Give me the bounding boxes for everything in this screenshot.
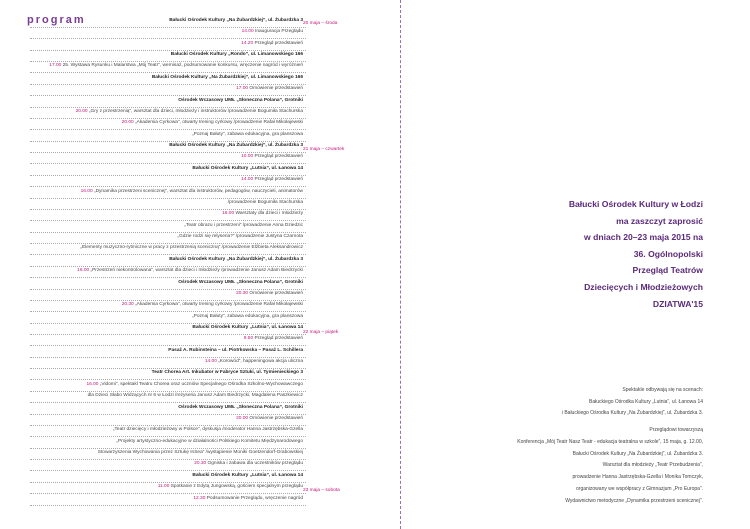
events-line: Przeglądowi towarzyszą — [649, 427, 703, 433]
program-entry — [76, 109, 303, 114]
entry-time: 17.00 — [49, 63, 63, 69]
events-line: Konferencja „Mój Teatr Nasz Teatr - edukacja teatralna w szkole”, 15 maja, g. 12.00, — [517, 438, 703, 445]
entry-text: /prowadzenie Bogumiła Stachurska — [227, 199, 303, 205]
entry-text: Ośrodek Wczasowy UMŁ „Słoneczna Polana”, Grotniki — [178, 404, 303, 410]
entry-text: Omówienie przedstawień — [249, 86, 303, 92]
date-label: 22 maja – piątek — [303, 330, 339, 335]
entry-text: Omówienie przedstawień — [249, 290, 303, 296]
entry-text: Ogniska i zabawa dla uczestników przeglądu — [207, 461, 303, 467]
entry-separator — [30, 72, 306, 73]
entry-text: Bałucki Ośrodek Kultury „Na Żubardzkiej”, ul. Limanowskiego 166 — [151, 74, 303, 80]
venue-heading — [171, 52, 303, 57]
program-entry — [241, 41, 303, 46]
entry-separator — [30, 334, 306, 335]
venue-heading — [192, 325, 303, 330]
entry-separator — [30, 220, 306, 221]
entry-separator — [30, 357, 306, 358]
entry-separator — [30, 425, 306, 426]
entry-time: 11.00 — [157, 484, 171, 490]
invitation-line: Dziecięcych i Młodzieżowych — [584, 281, 703, 292]
program-entry — [193, 496, 303, 501]
entry-time: 16.00 — [86, 381, 100, 387]
entry-time: 20.00 — [75, 108, 89, 114]
entry-text: Bałucki Ośrodek Kultury „Rondo”, ul. Limanowskiego 166 — [170, 52, 303, 58]
program-entry — [88, 393, 303, 398]
entry-text: „Projekty artystyczno-edukacyjne w działalności Polskiego Komitetu Międzynarodowego — [116, 438, 303, 444]
entry-separator — [30, 129, 306, 130]
program-entry — [242, 29, 303, 34]
entry-time: 14.00 — [204, 359, 219, 365]
entry-text: Przegląd przedstawień — [254, 40, 303, 46]
entry-text: „Gdzie rodzi się relyseria?” /prowadzenie Justyna Czarnota — [177, 234, 303, 240]
invitation-line: w dniach 20–23 maja 2015 na — [584, 232, 703, 243]
program-entry — [98, 450, 303, 455]
program-entry — [116, 439, 303, 444]
entry-separator — [30, 470, 306, 471]
invitation-line: Bałucki Ośrodek Kultury w Łodzi — [568, 199, 703, 209]
events-info — [517, 425, 703, 508]
events-line: prowadzenie Hanna Jastrzębska-Gzella i Monika Tomczyk, — [572, 474, 703, 481]
entry-text: Ośrodek Wczasowy UMŁ „Słoneczna Polana”, Grotniki — [178, 279, 303, 285]
entry-separator — [30, 289, 306, 290]
entry-text: Bałucki Ośrodek Kultury „Na Żubardzkiej”, ul. Żubardzka 3 — [169, 18, 303, 23]
entry-time: 16.00 — [222, 211, 236, 217]
program-entry — [80, 245, 303, 250]
entry-separator — [30, 311, 306, 312]
venue-heading — [152, 370, 303, 375]
entry-separator — [30, 414, 306, 415]
entry-separator — [30, 391, 306, 392]
entry-time: 14.20 — [241, 40, 255, 46]
entry-separator — [30, 254, 306, 255]
entry-separator — [30, 61, 306, 62]
events-line: Bałucki Ośrodek Kultury „Na Żubardzkiej”, ul. Żubardzka 3. — [572, 450, 703, 457]
entry-text: „Teatr dziecięcy i młodzieżowy w Polsce”, dyskusja /moderator Hanna Jastrzębska-Gzella — [112, 427, 303, 433]
entry-separator — [30, 402, 306, 403]
entry-time: 20.00 — [121, 120, 136, 126]
entry-text: „Akademia Cyrkowa”, otwarty trening cyrkowy /prowadzenie Rafał Mikołajewski — [135, 120, 303, 126]
invitation-line: DZIATWA'15 — [652, 298, 703, 309]
program-entry — [194, 461, 303, 466]
venue-heading — [169, 257, 303, 262]
invitation-panel — [375, 0, 750, 529]
entry-separator — [30, 141, 306, 142]
entry-separator — [30, 50, 306, 51]
entry-separator — [30, 118, 306, 119]
program-entry — [77, 268, 303, 273]
date-label: 20 maja – środa — [303, 21, 338, 26]
entry-text: „Elementy muzyczno-rytmiczne w pracy z przestrzenią sceniczną” /prowadzenie Elżbieta Aleksandrowicz — [80, 245, 303, 251]
program-entry — [122, 302, 303, 307]
entry-separator — [30, 175, 306, 176]
venues-line: Bałuckiego Ośrodka Kultury „Lutnia”, ul. Łanowa 14 — [589, 398, 703, 405]
program-entry — [113, 427, 303, 432]
entry-text: Omówienie przedstawień — [249, 415, 303, 421]
entry-time: 20.30 — [194, 461, 208, 467]
program-entry — [192, 314, 303, 319]
entry-separator — [30, 38, 306, 39]
invitation-line: ma zaszczyt zaprosić — [616, 215, 703, 226]
entry-separator — [30, 243, 306, 244]
venue-heading — [168, 348, 303, 353]
entry-text: „Poznaj Bałuty”, zabawa edukacyjna, gra planszowa — [192, 313, 303, 319]
venue-heading — [178, 280, 303, 285]
entry-separator — [30, 300, 306, 301]
entry-separator — [30, 209, 306, 210]
entry-separator — [30, 448, 306, 449]
program-entry — [184, 223, 303, 228]
entry-separator — [30, 379, 306, 380]
entry-text: „Teatr obrazu i przestrzeni” /prowadzenie Anna Dziedzic — [184, 222, 303, 228]
entry-separator — [30, 482, 306, 483]
date-label: 21 maja – czwartek — [303, 147, 345, 152]
entry-text: Bałucki Ośrodek Kultury „Lutnia”, ul. Łanowa 14 — [192, 472, 303, 478]
entry-separator — [30, 198, 306, 199]
entry-separator — [30, 323, 306, 324]
entry-separator — [30, 436, 306, 437]
entry-time: 20.00 — [236, 415, 250, 421]
program-entry — [236, 416, 303, 421]
entry-text: 25. Wystawa Rysunku i Malarstwa „Mój Teatr”, wernisaż, podsumowanie konkursu, wręczenie nagród i wyróżnień — [62, 63, 303, 69]
entry-separator — [30, 186, 306, 187]
entry-separator — [30, 277, 306, 278]
entry-text: Bałucki Ośrodek Kultury „Na Żubardzkiej”, ul. Żubardzka 3 — [169, 143, 303, 149]
entry-separator — [30, 232, 306, 233]
entry-separator — [30, 27, 306, 28]
venue-heading — [152, 75, 303, 80]
entry-separator — [30, 107, 306, 108]
entry-text: Przegląd przedstawień — [254, 177, 303, 183]
venue-heading — [169, 143, 303, 148]
events-line: organizowany we współpracy z Gimnazjum „Pro Europa”. — [576, 485, 703, 492]
venue-heading — [169, 18, 303, 23]
entry-separator — [30, 163, 306, 164]
entry-separator — [30, 84, 306, 85]
entry-time: 17.00 — [236, 86, 250, 92]
date-label: 23 maja – sobota — [303, 488, 340, 493]
entry-text: „Korowód”, happeningowa akcja uliczna — [218, 359, 303, 365]
entry-separator — [30, 505, 306, 506]
program-entry — [244, 336, 303, 341]
entry-time: 20.30 — [121, 302, 136, 308]
entry-separator — [30, 152, 306, 153]
entry-separator — [30, 368, 306, 369]
entry-text: Bałucki Ośrodek Kultury „Na Żubardzkiej”, ul. Żubardzka 3 — [169, 256, 303, 262]
entry-text: „Dynamika przestrzeni scenicznej”, warsztat dla instruktorów, pedagogów, nauczycieli, animatorów — [93, 188, 303, 194]
entry-text: Teatr Chorea Art. Inkubator w Fabryce Sztuki, ul. Tymienieckiego 3 — [151, 370, 303, 376]
program-entry — [122, 120, 303, 125]
venues-info — [562, 385, 703, 420]
entry-separator — [30, 459, 306, 460]
venue-heading — [178, 98, 303, 103]
entry-text: Przegląd przedstawień — [254, 154, 303, 160]
entry-text: dla Dzieci Słabo Widzących nr 6 w Łodzi /reżyseria Janusz Adam Biedrzycki, Magdalena Paszkiewicz — [87, 393, 303, 399]
program-entry — [205, 359, 303, 364]
venues-line: Spektakle odbywają się na scenach: — [622, 387, 703, 393]
program-title: program — [27, 14, 86, 26]
entry-separator — [30, 345, 306, 346]
venues-line: i Bałuckiego Ośrodka Kultury „Na Żubardzkiej”, ul. Żubardzka 3. — [561, 410, 703, 416]
entry-time: 16.00 — [77, 268, 91, 274]
entry-text: Bałucki Ośrodek Kultury „Lutnia”, ul. Łanowa 14 — [192, 165, 303, 171]
entry-text: Ośrodek Wczasowy UMŁ „Słoneczna Polana”, Grotniki — [178, 97, 303, 103]
program-entry — [241, 154, 303, 159]
entry-separator — [30, 95, 306, 96]
entry-time: 20.30 — [236, 290, 250, 296]
events-line: Warsztat dla młodzieży „Teatr Przebudzenia”, — [602, 462, 703, 469]
entry-text: „Przestrzeń niekontrolowana”, warsztat dla dzieci i młodzieży /prowadzenie Janusz Adam Biedrzycki — [90, 268, 303, 274]
entry-text: Przegląd przedstawień — [254, 336, 303, 342]
entry-time: 10.00 — [241, 154, 255, 160]
entry-text: Spotkanie z Edytą Jungowską, gościem specjalnym przeglądu — [170, 484, 303, 490]
entry-time: 14.00 — [241, 177, 255, 183]
program-entry — [241, 177, 303, 182]
program-entry — [177, 234, 303, 239]
entry-time: 14.00 — [241, 29, 255, 35]
program-entry — [192, 132, 303, 137]
entry-separator — [30, 266, 306, 267]
program-entry — [236, 86, 303, 91]
venue-heading — [192, 166, 303, 171]
venue-heading — [192, 473, 303, 478]
program-entry — [86, 382, 303, 387]
entry-text: Pasaż A. Rubinsteina – ul. Piotrkowska – Pasaż L. Schillera — [168, 347, 303, 353]
entry-text: Stowarzyszenia Wychowania przez Sztukę InSea” /wystąpienie Moniki Goetzendorf-Grabowskiej — [97, 450, 303, 456]
program-entry — [49, 63, 303, 68]
entry-time: 9.50 — [243, 336, 255, 342]
invitation-line: 36. Ogólnopolski — [633, 248, 703, 259]
entry-text: Podsumowanie Przeglądu, wręczenie nagród — [206, 495, 303, 501]
program-entry — [158, 484, 303, 489]
entry-text: Warsztaty dla dzieci i młodzieży — [235, 211, 303, 217]
program-entry — [81, 189, 303, 194]
entry-text: Bałucki Ośrodek Kultury „Lutnia”, ul. Łanowa 14 — [192, 324, 303, 330]
entry-time: 12.30 — [193, 495, 207, 501]
entry-text: „Poznaj Bałuty”, zabawa edukacyjna, gra planszowa — [192, 131, 303, 137]
invitation-text — [569, 196, 703, 312]
entry-time: 16.00 — [80, 188, 94, 194]
program-entry — [228, 200, 303, 205]
venue-heading — [178, 405, 303, 410]
program-entry — [222, 211, 303, 216]
events-line: Wydawnictwo metodyczne „Dynamika przestrzeni scenicznej”. — [565, 497, 703, 504]
program-entry — [236, 291, 303, 296]
entry-text: „Akademia Cyrkowa”, otwarty trening cyrkowy /prowadzenie Rafał Mikołajewski — [135, 302, 303, 308]
entry-text: „Gry z przestrzenią”, warsztat dla dzieci, młodzieży i instruktorów /prowadzenie Bogumiła Stachurska — [88, 108, 303, 114]
entry-separator — [30, 493, 306, 494]
entry-text: „Vidomi”, spektakl Teatru Chorea oraz uczniów Specjalnego Ośrodka Szkolno-Wychowawczego — [99, 381, 303, 387]
entry-text: Inauguracja Przeglądu — [254, 29, 303, 35]
invitation-line: Przegląd Teatrów — [632, 265, 703, 276]
